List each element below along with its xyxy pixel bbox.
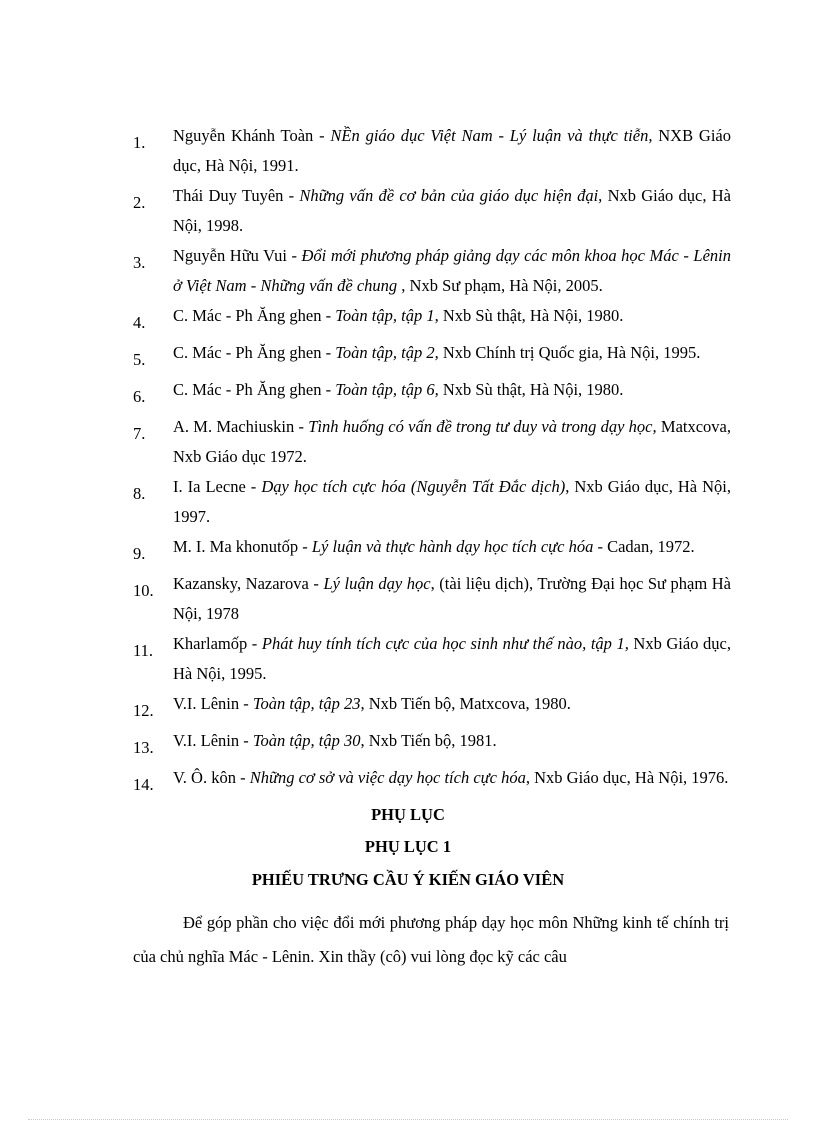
reference-author: V. Ô. kôn -: [173, 768, 250, 787]
reference-publisher: Matxcova, Nxb Giáo dục 1972.: [173, 417, 731, 466]
reference-text: [173, 726, 731, 756]
reference-publisher: , (tài liệu dịch), Trường Đại học Sư phạm Hà Nội, 1978: [173, 574, 731, 623]
survey-intro-paragraph: Để góp phần cho việc đổi mới phương pháp dạy học môn Những kinh tế chính trị của chủ nghĩa Mác - Lênin. Xin thầy (cô) vui lòng đọc kỹ các câu: [133, 913, 729, 966]
reference-text: [173, 629, 731, 689]
appendix-heading: PHỤ LỤC: [371, 805, 445, 824]
reference-author: I. Ia Lecne -: [173, 477, 262, 496]
reference-title: Tình huống có vấn đề trong tư duy và trong dạy học,: [308, 417, 657, 436]
reference-text: [173, 532, 731, 562]
reference-publisher: , Nxb Sư phạm, Hà Nội, 2005.: [397, 276, 603, 295]
reference-author: V.I. Lênin -: [173, 694, 253, 713]
reference-author: Thái Duy Tuyên -: [173, 186, 300, 205]
reference-item: [133, 412, 731, 472]
reference-title: Toàn tập, tập 2,: [335, 343, 439, 362]
reference-title: Toàn tập, tập 30: [252, 731, 361, 750]
reference-publisher: , Nxb Sù thật, Hà Nội, 1980.: [434, 306, 624, 325]
reference-text: [173, 375, 731, 405]
reference-title: Những vấn đề cơ bản của giáo dục hiện đại,: [299, 186, 603, 205]
reference-number: 9.: [133, 544, 146, 563]
reference-list: [133, 121, 731, 800]
reference-number: 6.: [133, 387, 146, 406]
reference-publisher: NXB Giáo dục, Hà Nội, 1991.: [173, 126, 731, 175]
reference-number: 2.: [133, 193, 146, 212]
reference-author: C. Mác - Ph Ăng ghen -: [173, 380, 336, 399]
reference-number: 3.: [133, 253, 146, 272]
reference-item: [133, 472, 731, 532]
reference-item: [133, 532, 731, 569]
reference-number: 4.: [133, 313, 146, 332]
reference-title: Toàn tập, tập 6,: [335, 380, 439, 399]
page-bottom-rule: [28, 1119, 788, 1120]
reference-item: [133, 629, 731, 689]
appendix-subheading: PHỤ LỤC 1: [364, 837, 452, 856]
reference-author: C. Mác - Ph Ăng ghen -: [173, 306, 336, 325]
reference-publisher: , Nxb Giáo dục, Hà Nội, 1976.: [525, 768, 729, 787]
reference-title: Phát huy tính tích cực của học sinh như thế nào, tập 1,: [261, 634, 629, 653]
reference-publisher: Nxb Giáo dục, Hà Nội, 1995.: [173, 634, 731, 683]
reference-item: [133, 181, 731, 241]
reference-item: [133, 338, 731, 375]
reference-item: [133, 121, 731, 181]
reference-item: [133, 301, 731, 338]
reference-item: [133, 375, 731, 412]
reference-item: [133, 241, 731, 301]
reference-number: 13.: [133, 738, 154, 757]
reference-text: [173, 569, 731, 629]
reference-item: [133, 569, 731, 629]
reference-publisher: , Nxb Tiến bộ, Matxcova, 1980.: [360, 694, 571, 713]
reference-author: C. Mác - Ph Ăng ghen -: [173, 343, 336, 362]
reference-number: 12.: [133, 701, 154, 720]
reference-title: Dạy học tích cực hóa (Nguyễn Tất Đắc dịch): [261, 477, 566, 496]
reference-publisher: Nxb Chính trị Quốc gia, Hà Nội, 1995.: [438, 343, 701, 362]
reference-text: [173, 472, 731, 532]
reference-number: 11.: [133, 641, 154, 660]
reference-number: 14.: [133, 775, 154, 794]
reference-publisher: , Nxb Giáo dục, Hà Nội, 1997.: [173, 477, 731, 526]
reference-title: Lý luận và thực hành dạy học tích cực hóa: [311, 537, 594, 556]
reference-author: Kharlamốp -: [173, 634, 262, 653]
survey-form-title: PHIẾU TRƯNG CẦU Ý KIẾN GIÁO VIÊN: [251, 870, 565, 889]
reference-author: Kazansky, Nazarova -: [173, 574, 324, 593]
reference-number: 7.: [133, 424, 146, 443]
reference-number: 10.: [133, 581, 154, 600]
reference-number: 5.: [133, 350, 146, 369]
reference-text: [173, 412, 731, 472]
reference-text: [173, 338, 731, 368]
reference-title: Đổi mới phương pháp giảng dạy các môn khoa học Mác - Lênin ở Việt Nam - Những vấn đề chung: [173, 246, 731, 295]
reference-publisher: , Nxb Tiến bộ, 1981.: [360, 731, 497, 750]
reference-publisher: Nxb Sù thật, Hà Nội, 1980.: [438, 380, 624, 399]
reference-author: A. M. Machiuskin -: [173, 417, 309, 436]
reference-number: 1.: [133, 133, 146, 152]
reference-text: [173, 241, 731, 301]
reference-text: [173, 121, 731, 181]
reference-number: 8.: [133, 484, 146, 503]
reference-author: M. I. Ma khonutốp -: [173, 537, 312, 556]
reference-title: Toàn tập, tập 1: [335, 306, 435, 325]
reference-title: Toàn tập, tập 23: [252, 694, 361, 713]
reference-item: [133, 763, 731, 800]
reference-title: Những cơ sở và việc dạy học tích cực hóa: [249, 768, 526, 787]
reference-title: NỀn giáo dục Việt Nam - Lý luận và thực tiễn,: [330, 126, 653, 145]
reference-author: Nguyễn Khánh Toàn -: [173, 126, 331, 145]
reference-author: V.I. Lênin -: [173, 731, 253, 750]
reference-text: [173, 301, 731, 331]
reference-item: [133, 689, 731, 726]
reference-title: Lý luận dạy học: [323, 574, 431, 593]
reference-item: [133, 726, 731, 763]
reference-text: [173, 181, 731, 241]
reference-text: [173, 689, 731, 719]
reference-publisher: - Cadan, 1972.: [593, 537, 695, 556]
reference-publisher: Nxb Giáo dục, Hà Nội, 1998.: [173, 186, 731, 235]
reference-author: Nguyễn Hữu Vui -: [173, 246, 302, 265]
reference-text: [173, 763, 731, 793]
